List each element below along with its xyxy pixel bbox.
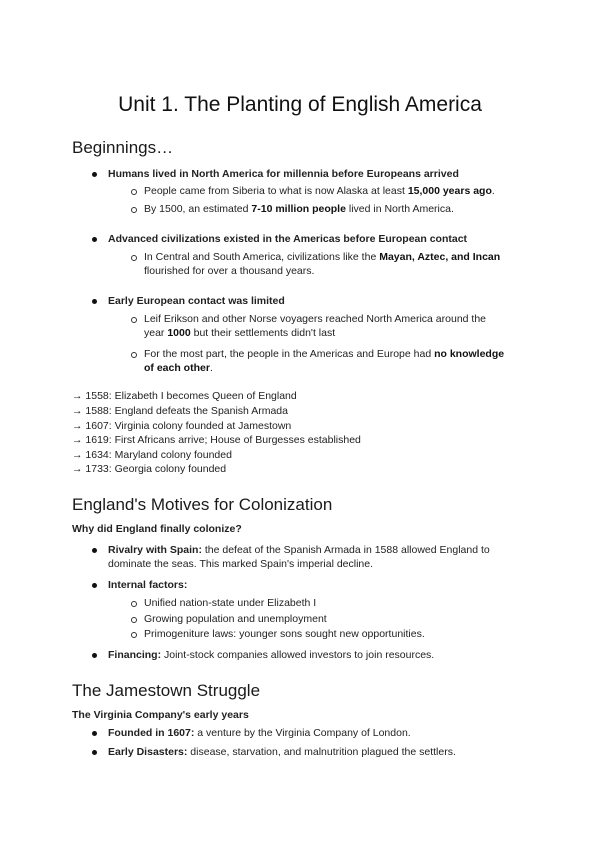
bullet-marker <box>92 653 97 658</box>
sub-bullet-text: Primogeniture laws: younger sons sought new opportunities. <box>144 628 425 640</box>
timeline-entry: → 1558: Elizabeth I becomes Queen of England <box>72 390 297 402</box>
bullet-marker <box>92 172 97 177</box>
subheading: The Virginia Company's early years <box>72 709 249 721</box>
timeline-entry: → 1607: Virginia colony founded at Jamestown <box>72 420 292 432</box>
sub-bullet-text-continued: year 1000 but their settlements didn't last <box>144 327 336 339</box>
page-title: Unit 1. The Planting of English America <box>118 93 482 116</box>
sub-bullet-text: People came from Siberia to what is now Alaska at least 15,000 years ago. <box>144 185 495 197</box>
bullet-text: Early Disasters: disease, starvation, and malnutrition plagued the settlers. <box>108 746 456 758</box>
sub-bullet-text-continued: of each other. <box>144 362 213 374</box>
section-heading-jamestown: The Jamestown Struggle <box>72 681 261 700</box>
sub-bullet-text: In Central and South America, civilizations like the Mayan, Aztec, and Incan <box>144 251 501 263</box>
sub-bullet-marker <box>131 317 137 323</box>
bullet-marker <box>92 750 97 755</box>
bullet-marker <box>92 237 97 242</box>
sub-bullet-marker <box>131 189 137 195</box>
bullet-text-continued: dominate the seas. This marked Spain's imperial decline. <box>108 558 374 570</box>
bullet-marker <box>92 583 97 588</box>
sub-bullet-marker <box>131 352 137 358</box>
sub-bullet-text: For the most part, the people in the Americas and Europe had no knowledge <box>144 348 505 360</box>
section-heading-beginnings: Beginnings… <box>72 138 174 157</box>
timeline-entry: → 1619: First Africans arrive; House of Burgesses established <box>72 434 361 446</box>
bullet-text: Founded in 1607: a venture by the Virginia Company of London. <box>108 727 411 739</box>
bullet-marker <box>92 299 97 304</box>
bullet-text: Humans lived in North America for millennia before Europeans arrived <box>108 168 459 180</box>
bullet-text: Advanced civilizations existed in the Americas before European contact <box>108 233 468 245</box>
sub-bullet-text: Leif Erikson and other Norse voyagers reached North America around the <box>144 313 487 325</box>
timeline-entry: → 1733: Georgia colony founded <box>72 463 227 475</box>
section-heading-motives: England's Motives for Colonization <box>72 495 333 514</box>
bullet-marker <box>92 731 97 736</box>
question-heading: Why did England finally colonize? <box>72 523 242 535</box>
bullet-text: Internal factors: <box>108 579 188 591</box>
sub-bullet-text: Growing population and unemployment <box>144 613 327 625</box>
sub-bullet-marker <box>131 632 137 638</box>
sub-bullet-marker <box>131 207 137 213</box>
sub-bullet-text: By 1500, an estimated 7-10 million people lived in North America. <box>144 203 454 215</box>
timeline-entry: → 1588: England defeats the Spanish Armada <box>72 405 288 417</box>
sub-bullet-text-continued: flourished for over a thousand years. <box>144 265 315 277</box>
bullet-marker <box>92 548 97 553</box>
bullet-text: Early European contact was limited <box>108 295 285 307</box>
sub-bullet-text: Unified nation-state under Elizabeth I <box>144 597 317 609</box>
timeline-entry: → 1634: Maryland colony founded <box>72 449 232 461</box>
sub-bullet-marker <box>131 255 137 261</box>
sub-bullet-marker <box>131 601 137 607</box>
bullet-text: Financing: Joint-stock companies allowed investors to join resources. <box>108 649 435 661</box>
sub-bullet-marker <box>131 617 137 623</box>
bullet-text: Rivalry with Spain: the defeat of the Spanish Armada in 1588 allowed England to <box>108 544 490 556</box>
